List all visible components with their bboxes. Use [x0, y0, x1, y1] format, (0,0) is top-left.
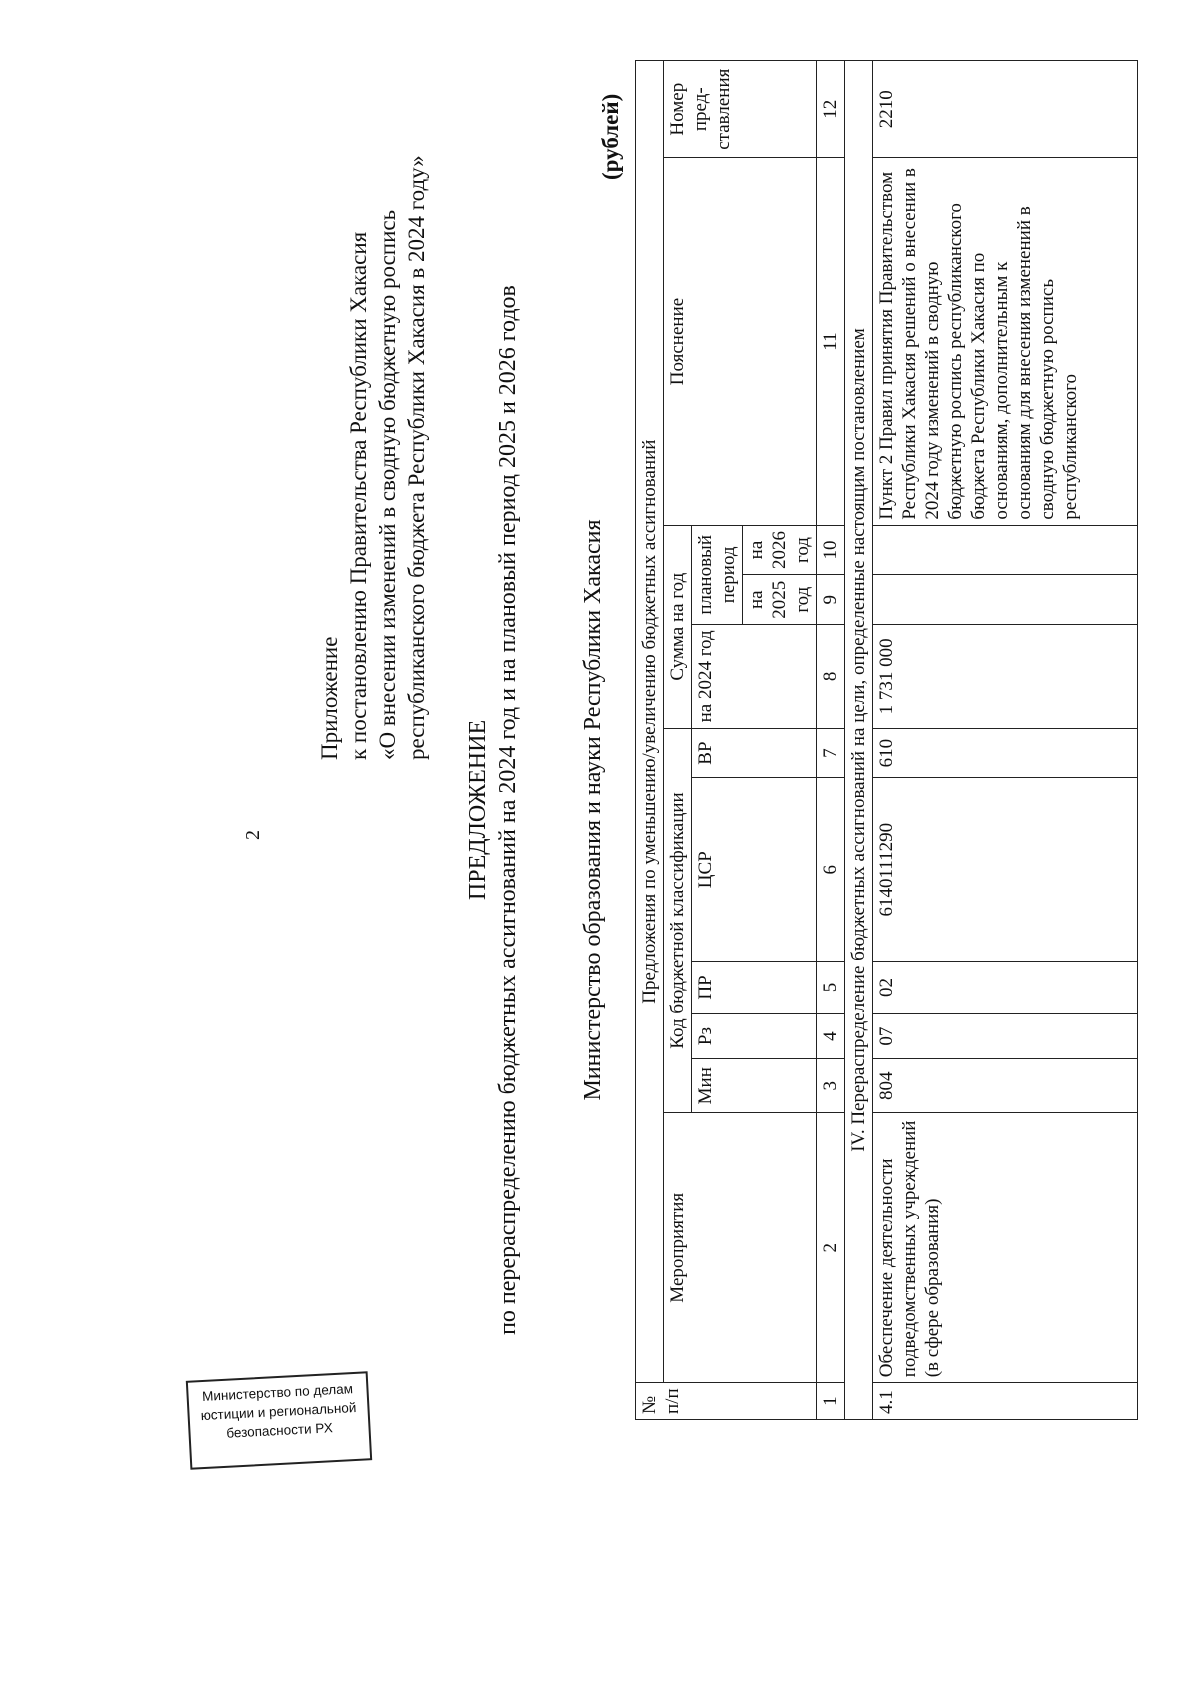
row-sum-2024: 1 731 000	[873, 625, 1138, 729]
column-number: 11	[817, 158, 845, 525]
section-row	[845, 61, 873, 1420]
ministry-name: Министерство образования и науки Республики Хакасия	[580, 519, 606, 1101]
column-number: 4	[817, 1013, 845, 1058]
column-number: 5	[817, 962, 845, 1014]
header-csr: ЦСР	[692, 778, 817, 962]
stamp-line: безопасности РХ	[225, 1420, 334, 1441]
header-representation: Номер пред-ставления	[664, 61, 817, 158]
column-number: 7	[817, 728, 845, 778]
column-number: 10	[817, 525, 845, 575]
document-subheading: по перераспределению бюджетных ассигнований на 2024 год и на плановый период 2025 и 2026 годов	[495, 285, 521, 1335]
header-planned: плановый период	[692, 525, 743, 624]
units-label: (рублей)	[598, 93, 623, 180]
row-csr: 6140111290	[873, 778, 1138, 962]
stamp-line: Министерство по делам	[201, 1381, 354, 1404]
header-code: Код бюджетной классификации	[664, 728, 692, 1113]
header-pr: ПР	[692, 962, 817, 1014]
row-sum-2026	[873, 525, 1138, 575]
header-2026: на 2026 год	[743, 525, 817, 575]
row-num: 4.1	[873, 1383, 1138, 1420]
column-number: 8	[817, 625, 845, 729]
row-explanation: Пункт 2 Правил принятия Правительством Республики Хакасия решений о внесении в 2024 году изменений в сводную бюджетную роспись республиканского бюджета Республики Хакасия по основаниям, дополнительным к основаниям для внесения изменений в сводную бюджетную роспись республиканского	[873, 158, 1138, 525]
row-rz: 07	[873, 1013, 1138, 1058]
section-title: IV. Перераспределение бюджетных ассигнований на цели, определенные настоящим постановлением	[845, 61, 873, 1420]
page-number: 2	[242, 830, 264, 840]
header-row-1	[636, 61, 664, 1420]
row-measure: Обеспечение деятельности подведомственных учреждений (в сфере образования)	[873, 1113, 1138, 1383]
column-number: 6	[817, 778, 845, 962]
column-numbers-row	[817, 61, 845, 1420]
document-heading: ПРЕДЛОЖЕНИЕ	[465, 719, 491, 901]
header-2024: на 2024 год	[692, 625, 817, 729]
column-number: 3	[817, 1059, 845, 1113]
stamp-line: юстиции и региональной	[200, 1399, 357, 1424]
row-min: 804	[873, 1059, 1138, 1113]
header-row-2	[664, 61, 692, 1420]
appendix-line: Приложение	[317, 636, 342, 760]
appendix-line: к постановлению Правительства Республики Хакасия	[346, 231, 371, 760]
row-vr: 610	[873, 728, 1138, 778]
column-number: 2	[817, 1113, 845, 1383]
header-num: № п/п	[636, 1383, 817, 1420]
header-rz: Рз	[692, 1013, 817, 1058]
column-number: 9	[817, 575, 845, 625]
row-representation: 2210	[873, 61, 1138, 158]
header-explanation: Пояснение	[664, 158, 817, 525]
header-min: Мин	[692, 1059, 817, 1113]
header-sum: Сумма на год	[664, 525, 692, 728]
row-pr: 02	[873, 962, 1138, 1014]
appendix-line: республиканского бюджета Республики Хакасия в 2024 году»	[404, 155, 429, 760]
header-vr: ВР	[692, 728, 817, 778]
header-measures: Мероприятия	[664, 1113, 817, 1383]
header-2025: на 2025 год	[743, 575, 817, 625]
appendix-header	[315, 155, 431, 760]
allocation-table	[635, 60, 1138, 1420]
column-number: 12	[817, 61, 845, 158]
row-sum-2025	[873, 575, 1138, 625]
column-number: 1	[817, 1383, 845, 1420]
table-row	[873, 61, 1138, 1420]
registration-stamp	[186, 1371, 372, 1469]
appendix-line: «О внесении изменений в сводную бюджетную роспись	[375, 209, 400, 760]
header-group: Предложения по уменьшению/увеличению бюджетных ассигнований	[636, 61, 664, 1383]
rotated-page	[150, 10, 1200, 1610]
